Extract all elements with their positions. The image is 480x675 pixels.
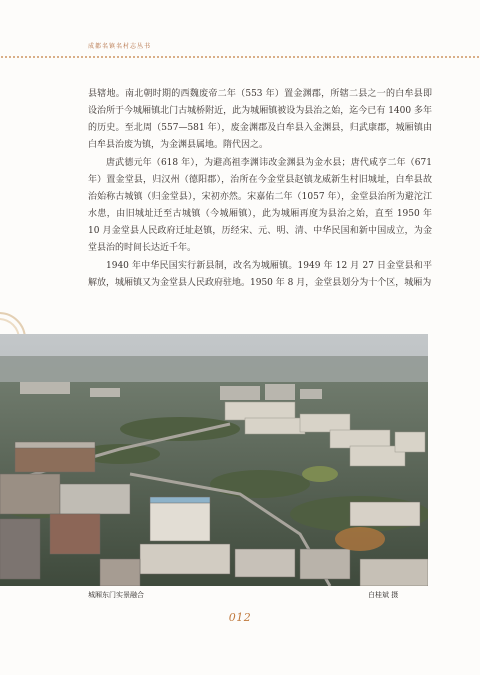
- body-text: [88, 86, 432, 292]
- paragraph-2: 唐武德元年（618 年），为避高祖李渊讳改金渊县为金水县；唐代咸亨二年（671 年）置金堂县，归汉州（德阳郡），治所在今金堂县赵镇龙威新生村旧城址，白牟县故治始称古城镇（归金堂县），宋初亦然。宋嘉佑二年（1057 年），金堂县治所为避沱江水患，由旧城址迁至古城镇（今城厢镇），此为城厢再度为县治之始，直至 1950 年 10 月金堂县人民政府迁址赵镇，历经宋、元、明、清、中华民国和新中国成立，为金堂县治的时间长达近千年。: [88, 158, 432, 253]
- paragraph-3: 1940 年中华民国实行新县制，改名为城厢镇。1949 年 12 月 27 日金堂县和平解放，城厢镇又为金堂县人民政府驻地。1950 年 8 月，金堂县划分为十个区，城厢为: [88, 261, 432, 288]
- running-header: 成都名镇名村志丛书: [88, 43, 152, 50]
- photo-credit: 白桂斌 摄: [368, 591, 399, 599]
- page-number: 012: [228, 611, 252, 624]
- photo-caption: 城厢东门实景融合: [88, 591, 144, 599]
- aerial-town-photo: [0, 334, 428, 586]
- header-dotted-rule: [0, 56, 480, 58]
- aerial-photo-illustration: [0, 334, 428, 586]
- paragraph-1: 县辖地。南北朝时期的西魏废帝二年（553 年）置金渊郡，所辖二县之一的白牟县即设治所于今城厢镇北门古城桥附近，此为城厢镇被设为县治之始，迄今已有 1400 多年的历史。至北周（557—581 年），废金渊郡及白牟县入金渊县，归武康郡，城厢镇由白牟县治废为镇，为金渊县属地。隋代因之。: [88, 89, 432, 150]
